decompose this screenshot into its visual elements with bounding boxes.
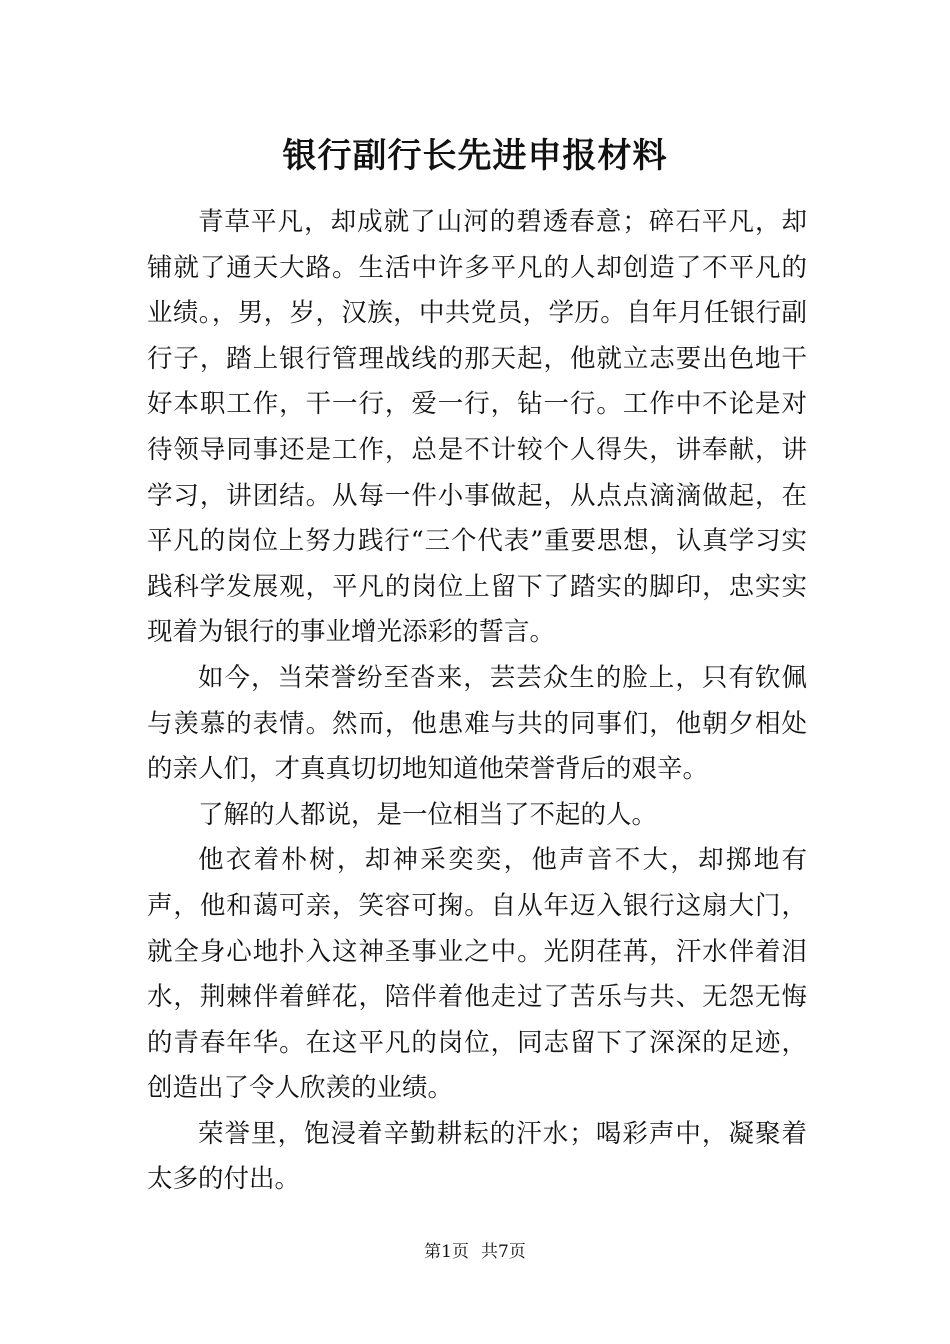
- document-body: [147, 200, 807, 1203]
- document-title: 银行副行长先进申报材料: [282, 136, 668, 176]
- page-total: 共7页: [481, 1242, 526, 1262]
- paragraph-2: 如今，当荣誉纷至沓来，芸芸众生的脸上，只有钦佩与羡慕的表情。然而，他患难与共的同事们，他朝夕相处的亲人们，才真真切切地知道他荣誉背后的艰辛。: [147, 662, 807, 785]
- paragraph-4: 他衣着朴树，却神采奕奕，他声音不大，却掷地有声，他和蔼可亲，笑容可掬。自从年迈入银行这扇大门，就全身心地扑入这神圣事业之中。光阴荏苒，汗水伴着泪水，荆棘伴着鲜花，陪伴着他走过了苦乐与共、无怨无悔的青春年华。在这平凡的岗位，同志留下了深深的足迹，创造出了令人欣羡的业绩。: [147, 845, 807, 1104]
- page-number: 第1页: [424, 1242, 469, 1262]
- paragraph-3: 了解的人都说，是一位相当了不起的人。: [198, 799, 658, 830]
- paragraph-1: 青草平凡，却成就了山河的碧透春意；碎石平凡，却铺就了通天大路。生活中许多平凡的人却创造了不平凡的业绩。，男，岁，汉族，中共党员，学历。自年月任银行副行子，踏上银行管理战线的那天起，他就立志要出色地干好本职工作，干一行，爱一行，钻一行。工作中不论是对待领导同事还是工作，总是不计较个人得失，讲奉献，讲学习，讲团结。从每一件小事做起，从点点滴滴做起，在平凡的岗位上努力践行“三个代表”重要思想，认真学习实践科学发展观，平凡的岗位上留下了踏实的脚印，忠实实现着为银行的事业增光添彩的誓言。: [147, 207, 807, 648]
- page-footer: [0, 1240, 950, 1264]
- paragraph-5: 荣誉里，饱浸着辛勤耕耘的汗水；喝彩声中，凝聚着太多的付出。: [147, 1118, 807, 1195]
